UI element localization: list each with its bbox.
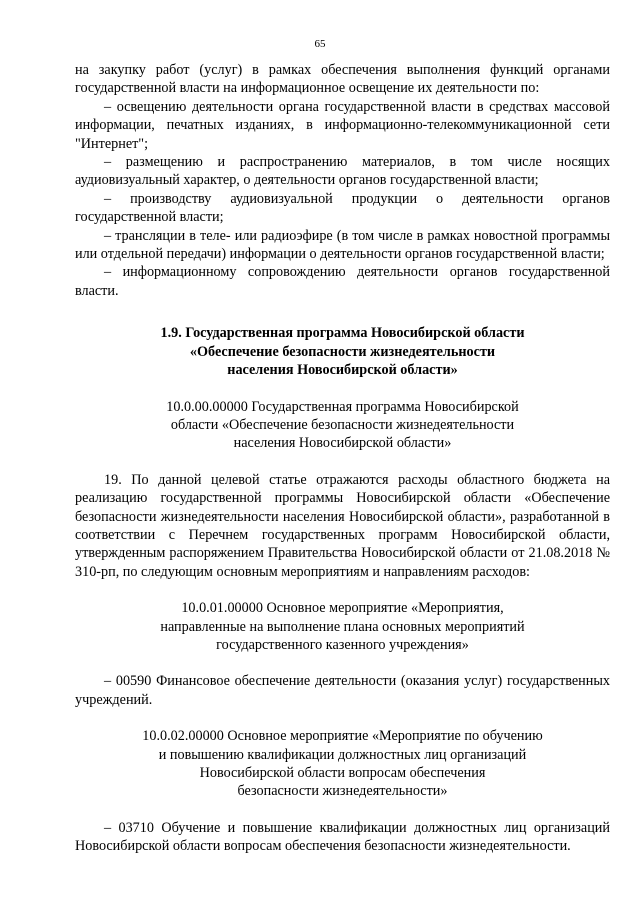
list-item: – информационному сопровождению деятельности органов государственной власти. bbox=[75, 264, 610, 299]
paragraph-text: По данной целевой статье отражаются расходы областного бюджета на реализацию государственной программы Новосибирской области «Обеспечение безопасности жизнедеятельности населения Новосибирской области», разработанной в соответствии с Перечнем государственных программ Новосибирской области, утвержденным распоряжением Правительства Новосибирской области от 21.08.2018 № 310-рп, по следующим основным мероприятиям и направлениям расходов: bbox=[75, 471, 610, 580]
measure-2-title bbox=[75, 727, 610, 801]
paragraph-19 bbox=[75, 471, 610, 581]
program-title-line: области «Обеспечение безопасности жизнедеятельности bbox=[170, 416, 515, 433]
measure-title-line: безопасности жизнедеятельности» bbox=[237, 783, 448, 800]
list-item: – размещению и распространению материалов, в том числе носящих аудиовизуальный характер, о деятельности органов государственной власти; bbox=[75, 154, 610, 189]
measure-title-line: 10.0.01.00000 Основное мероприятие «Мероприятия, bbox=[181, 600, 504, 617]
page-number: 65 bbox=[314, 38, 326, 50]
intro-lead-paragraph: на закупку работ (услуг) в рамках обеспечения выполнения функций органами государственной власти на информационное освещение их деятельности по: bbox=[75, 62, 610, 97]
program-title-line: населения Новосибирской области» bbox=[233, 435, 452, 452]
section-heading-line: 1.9. Государственная программа Новосибирской области bbox=[160, 325, 525, 342]
section-heading-line: «Обеспечение безопасности жизнедеятельности bbox=[189, 343, 496, 360]
list-item: – производству аудиовизуальной продукции о деятельности органов государственной власти; bbox=[75, 190, 610, 226]
document-body bbox=[75, 61, 610, 856]
measure-title-line: государственного казенного учреждения» bbox=[216, 636, 469, 653]
measure-1-item: – 00590 Финансовое обеспечение деятельности (оказания услуг) государственных учреждений. bbox=[75, 673, 610, 708]
measure-title-line: Новосибирской области вопросам обеспечения bbox=[199, 765, 486, 781]
measure-2-item: – 03710 Обучение и повышение квалификации должностных лиц организаций Новосибирской области вопросам обеспечения безопасности жизнедеятельности. bbox=[75, 819, 610, 855]
paragraph-number: 19. bbox=[104, 471, 122, 488]
section-heading-line: населения Новосибирской области» bbox=[227, 362, 458, 379]
program-title bbox=[75, 398, 610, 453]
section-heading bbox=[75, 324, 610, 379]
measure-title-line: направленные на выполнение плана основных мероприятий bbox=[160, 618, 525, 635]
measure-1-title bbox=[75, 599, 610, 654]
list-item: – трансляции в теле- или радиоэфире (в том числе в рамках новостной программы или отдельной передачи) информации о деятельности органов государственной власти; bbox=[75, 227, 610, 263]
program-title-line: 10.0.00.00000 Государственная программа Новосибирской bbox=[166, 398, 519, 415]
measure-title-line: и повышению квалификации должностных лиц организаций bbox=[158, 746, 527, 763]
list-item: – освещению деятельности органа государственной власти в средствах массовой информации, печатных изданиях, в информационно-телекоммуникационной сети "Интернет"; bbox=[75, 98, 610, 152]
measure-title-line: 10.0.02.00000 Основное мероприятие «Мероприятие по обучению bbox=[142, 728, 543, 745]
